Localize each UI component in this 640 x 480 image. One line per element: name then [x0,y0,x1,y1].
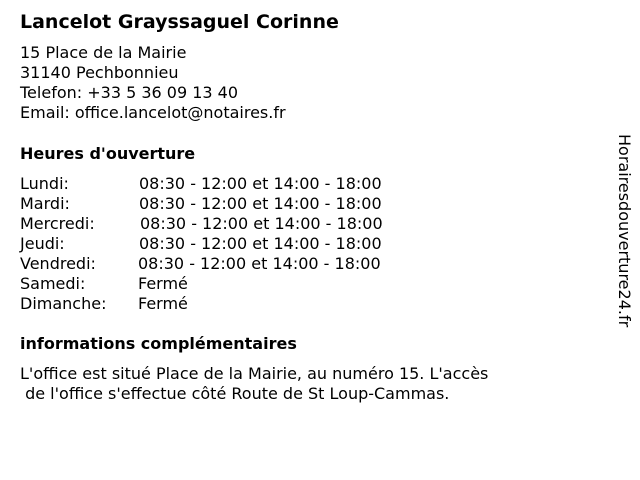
time-value: 08:30 - 12:00 et 14:00 - 18:00 [139,234,382,253]
time-value: 08:30 - 12:00 et 14:00 - 18:00 [140,214,383,233]
day-label: Mercredi: [20,214,95,233]
time-value: Fermé [138,294,188,313]
day-label: Vendredi: [20,254,96,273]
day-label: Mardi: [20,194,70,213]
time-value: 08:30 - 12:00 et 14:00 - 18:00 [139,194,382,213]
info-description: L'office est situé Place de la Mairie, au numéro 15. L'accès de l'office s'effectue côté Route de St Loup-Cammas. [20,364,489,403]
address-city: 31140 Pechbonnieu [20,63,179,82]
page-title: Lancelot Grayssaguel Corinne [20,11,339,33]
watermark-text: Horairesdouverture24.fr [615,134,634,328]
contact-block [20,43,286,123]
time-value: Fermé [138,274,188,293]
hours-heading: Heures d'ouverture [20,144,196,163]
info-heading: informations complémentaires [20,334,297,353]
phone-number[interactable]: Telefon: +33 5 36 09 13 40 [20,83,239,102]
day-label: Dimanche: [20,294,107,313]
email-address[interactable]: Email: office.lancelot@notaires.fr [20,103,286,122]
day-label: Samedi: [20,274,86,293]
time-value: 08:30 - 12:00 et 14:00 - 18:00 [139,174,382,193]
day-label: Jeudi: [20,234,65,253]
time-value: 08:30 - 12:00 et 14:00 - 18:00 [138,254,381,273]
address-street: 15 Place de la Mairie [20,43,187,62]
day-label: Lundi: [20,174,69,193]
site-watermark [612,134,636,344]
